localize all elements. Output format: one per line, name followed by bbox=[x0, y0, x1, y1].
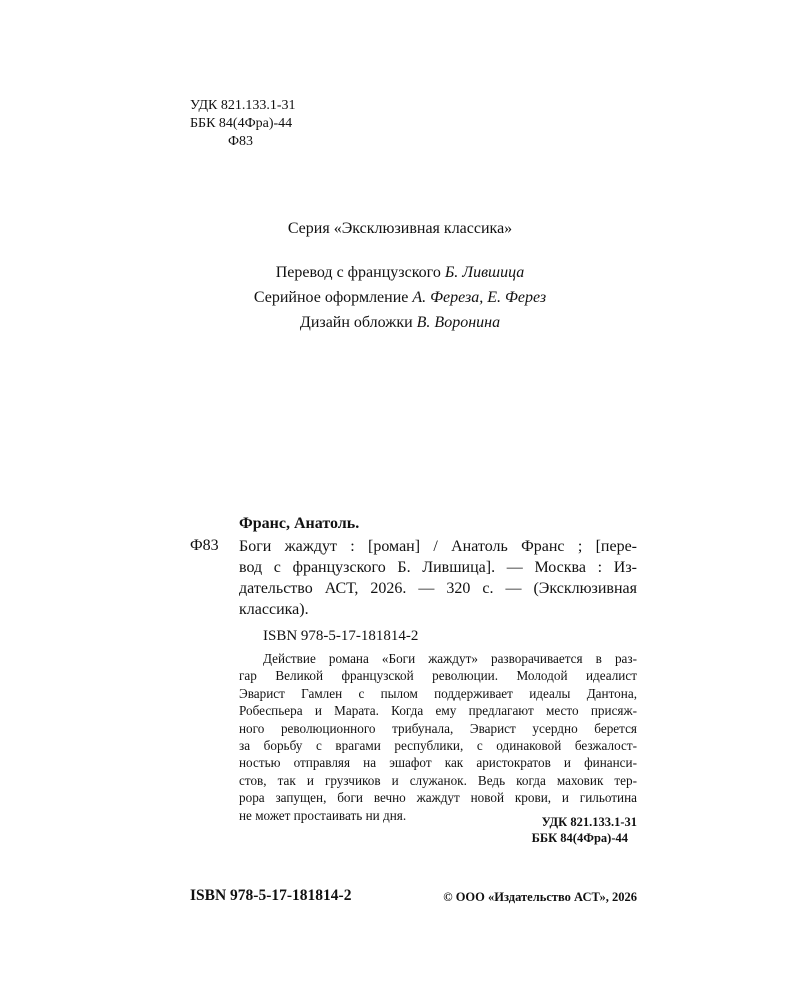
copyright-notice: © ООО «Издательство АСТ», 2026 bbox=[443, 890, 637, 904]
annotation-line: рора запущен, боги вечно жаждут новой крови, и гильотина bbox=[239, 790, 637, 806]
credit-label: Перевод с французского bbox=[275, 264, 445, 281]
classification-top bbox=[190, 97, 296, 151]
series-title: Серия «Эксклюзивная классика» bbox=[287, 220, 513, 237]
annotation-line: ностью отправляя на эшафот как аристократов и финанси- bbox=[239, 755, 637, 771]
annotation-line: стов, так и грузчиков и служанок. Ведь когда маховик тер- bbox=[239, 772, 637, 788]
record-line: классика). bbox=[239, 601, 309, 618]
annotation-line: не может простаивать ни дня. bbox=[239, 807, 407, 823]
footer-isbn: ISBN 978-5-17-181814-2 bbox=[190, 887, 352, 904]
credit-label: Серийное оформление bbox=[253, 289, 413, 306]
annotation-line: Действие романа «Боги жаждут» разворачивается в раз- bbox=[263, 651, 637, 666]
classification-bottom bbox=[437, 814, 637, 846]
credit-name: В. Воронина bbox=[416, 314, 501, 331]
credit-label: Дизайн обложки bbox=[299, 314, 417, 331]
credit-name: Б. Лившица bbox=[444, 264, 525, 281]
record-description bbox=[239, 536, 637, 620]
record-isbn: ISBN 978-5-17-181814-2 bbox=[263, 628, 419, 644]
record-author: Франс, Анатоль. bbox=[239, 515, 360, 532]
udk-index: УДК 821.133.1-31 bbox=[190, 98, 296, 113]
annotation-line: гар Великой французской революции. Молодой идеалист bbox=[239, 668, 637, 684]
credit-name: А. Фереза, Е. Ферез bbox=[412, 289, 547, 306]
record-line: Боги жаждут : [роман] / Анатоль Франс ; [пере- bbox=[239, 538, 637, 555]
credit-translation bbox=[0, 260, 800, 285]
record-line: дательство АСТ, 2026. — 320 с. — (Эксклюзивная bbox=[239, 580, 637, 597]
annotation-line: Эварист Гамлен с пылом поддерживает идеалы Дантона, bbox=[239, 685, 637, 701]
annotation-line: за борьбу с врагами республики, с одинаковой безжалост- bbox=[239, 738, 637, 754]
annotation bbox=[239, 650, 637, 824]
credit-series-design bbox=[0, 285, 800, 310]
annotation-line: Робеспьера и Марата. Когда ему предлагают место присяж- bbox=[239, 703, 637, 719]
record-line: вод с французского Б. Лившица]. — Москва : Из- bbox=[239, 559, 637, 576]
credit-cover-design bbox=[0, 310, 800, 335]
author-mark: Ф83 bbox=[228, 134, 254, 149]
bbk-index: ББК 84(4Фра)-44 bbox=[190, 116, 293, 131]
udk-index-bottom: УДК 821.133.1-31 bbox=[541, 815, 637, 829]
record-author-mark: Ф83 bbox=[190, 537, 219, 554]
credits bbox=[0, 260, 800, 335]
bbk-index-bottom: ББК 84(4Фра)-44 bbox=[531, 831, 628, 845]
annotation-line: ного революционного трибунала, Эварист усердно берется bbox=[239, 720, 637, 736]
